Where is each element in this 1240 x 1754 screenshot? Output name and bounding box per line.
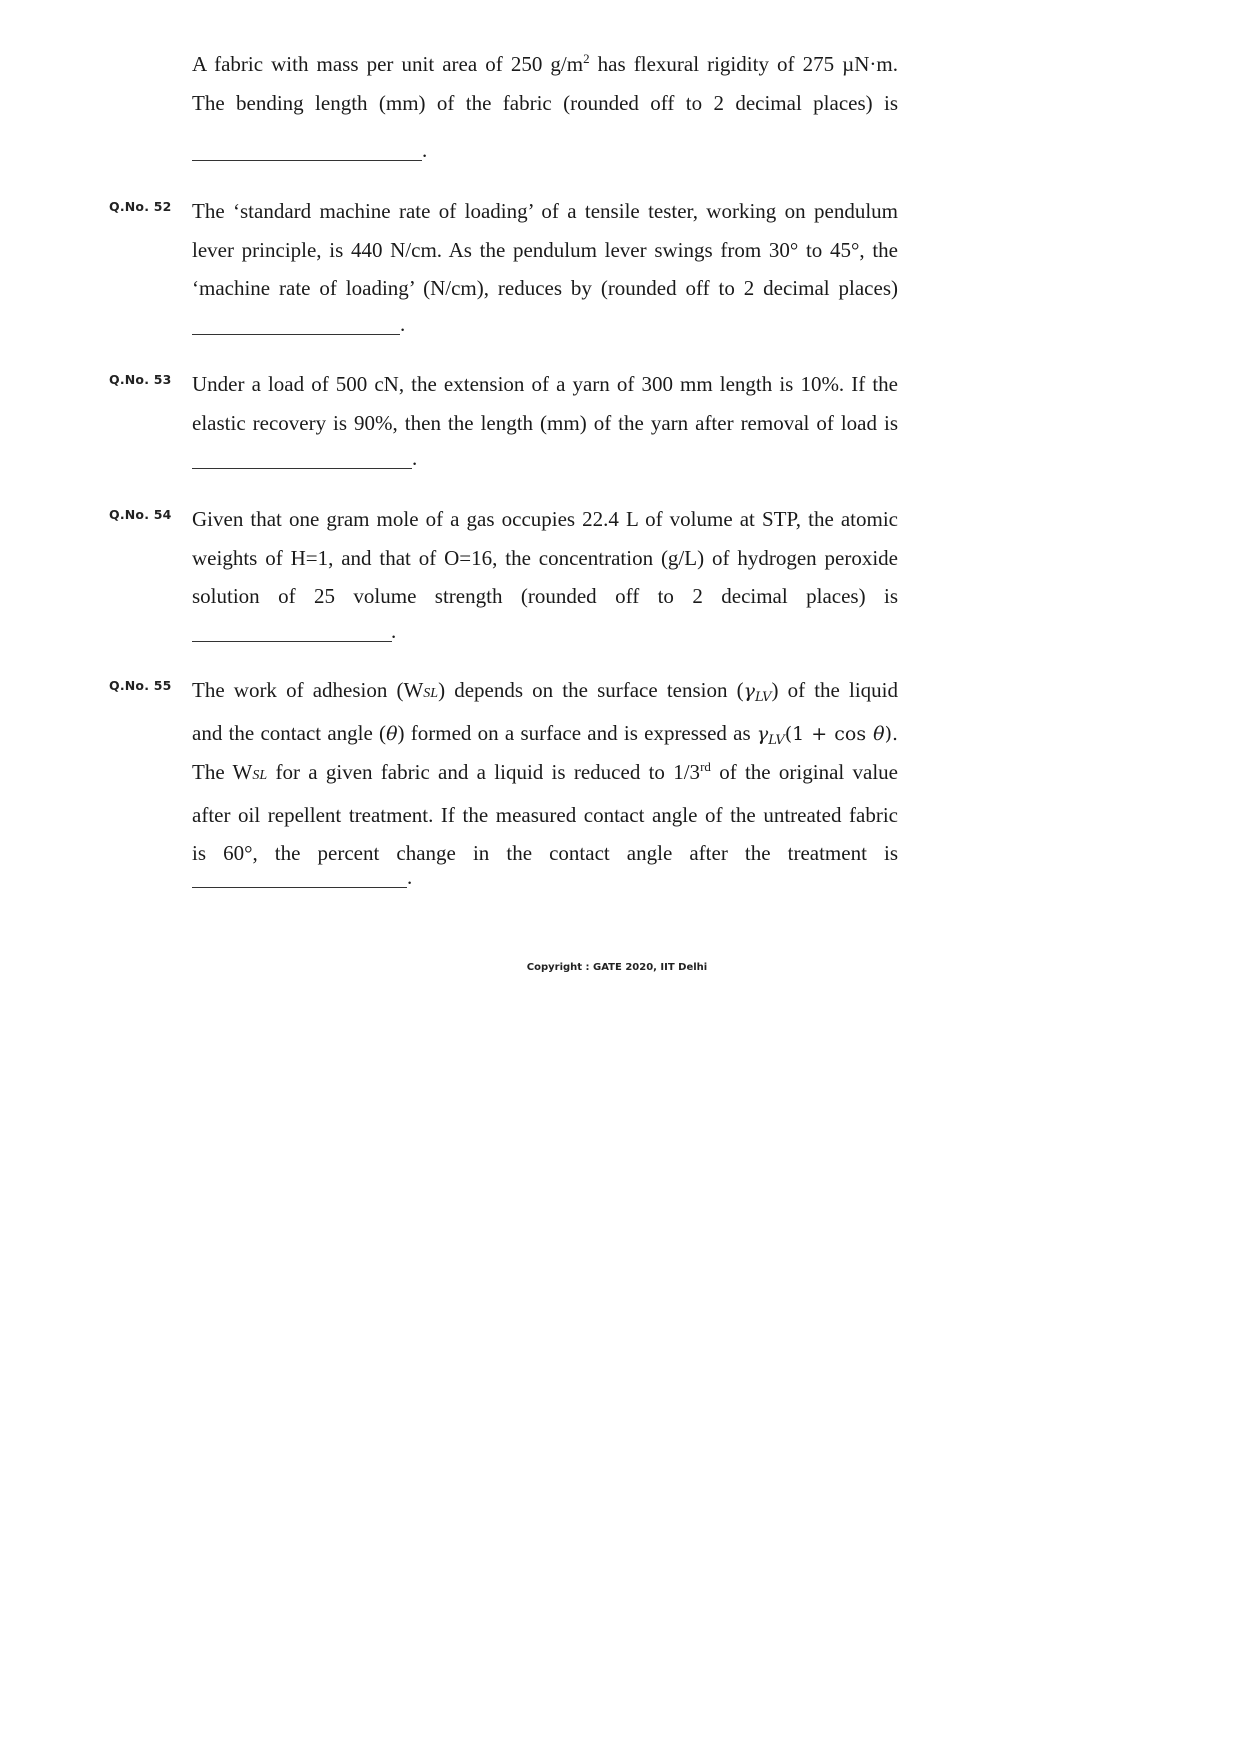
question-text [192,192,898,308]
question-line: elastic recovery is 90%, then the length (mm) of the yarn after removal of load is [192,410,898,435]
question-line: weights of H=1, and that of O=16, the concentration (g/L) of hydrogen peroxide [192,545,898,570]
question-text [192,671,898,873]
math-theta: θ [386,722,398,745]
question-line: lever principle, is 440 N/cm. As the pendulum lever swings from 30° to 45°, the [192,237,898,262]
question-text [192,45,898,122]
blank-period: . [422,138,428,162]
question-number: Q.No. 54 [109,507,172,522]
question-line: and the contact angle (θ) formed on a surface and is expressed as $\gamma_{LV}(1 + \cos \theta)$. [192,720,899,748]
question-line: is 60°, the percent change in the contact angle after the treatment is [192,841,898,865]
question-line: Given that one gram mole of a gas occupies 22.4 L of volume at STP, the atomic [192,507,898,531]
question-line: The ‘standard machine rate of loading’ of a tensile tester, working on pendulum [192,199,898,223]
blank-period: . [407,865,413,889]
copyright-footer [0,962,1240,973]
question-text [192,365,898,442]
math-gamma: $\gamma_{LV}$ [743,680,772,705]
blank-period: . [391,619,397,643]
question-line: The bending length (mm) of the fabric (rounded off to 2 decimal places) is [192,90,898,115]
question-line: ‘machine rate of loading’ (N/cm), reduces by (rounded off to 2 decimal places) [192,276,898,300]
question-line: solution of 25 volume strength (rounded off to 2 decimal places) is [192,584,898,608]
question-text [192,500,898,616]
math-expression: $\gamma_{LV}(1 + \cos \theta)$. [756,722,899,748]
answer-blank-line [192,467,412,469]
question-line: A fabric with mass per unit area of 250 $g/m^2$ has flexural rigidity of 275 µN·m. [192,51,899,76]
blank-period: . [412,446,418,470]
answer-blank-line [192,159,422,161]
copyright-text: Copyright : GATE 2020, IIT Delhi [526,962,708,973]
answer-blank-line [192,333,400,335]
question-number: Q.No. 53 [109,372,172,387]
answer-blank-line [192,886,407,888]
question-line: The work of adhesion (WSL) depends on the surface tension $(\gamma_{LV})$ of the liquid [192,678,899,705]
question-line: The WSL for a given fabric and a liquid is reduced to 1/3rd of the original value [192,759,899,784]
question-line: after oil repellent treatment. If the measured contact angle of the untreated fabric [192,802,898,827]
question-line: Under a load of 500 cN, the extension of a yarn of 300 mm length is 10%. If the [192,372,898,396]
question-number: Q.No. 55 [109,678,172,693]
answer-blank-line [192,640,392,642]
question-number: Q.No. 52 [109,199,172,214]
blank-period: . [400,312,406,336]
